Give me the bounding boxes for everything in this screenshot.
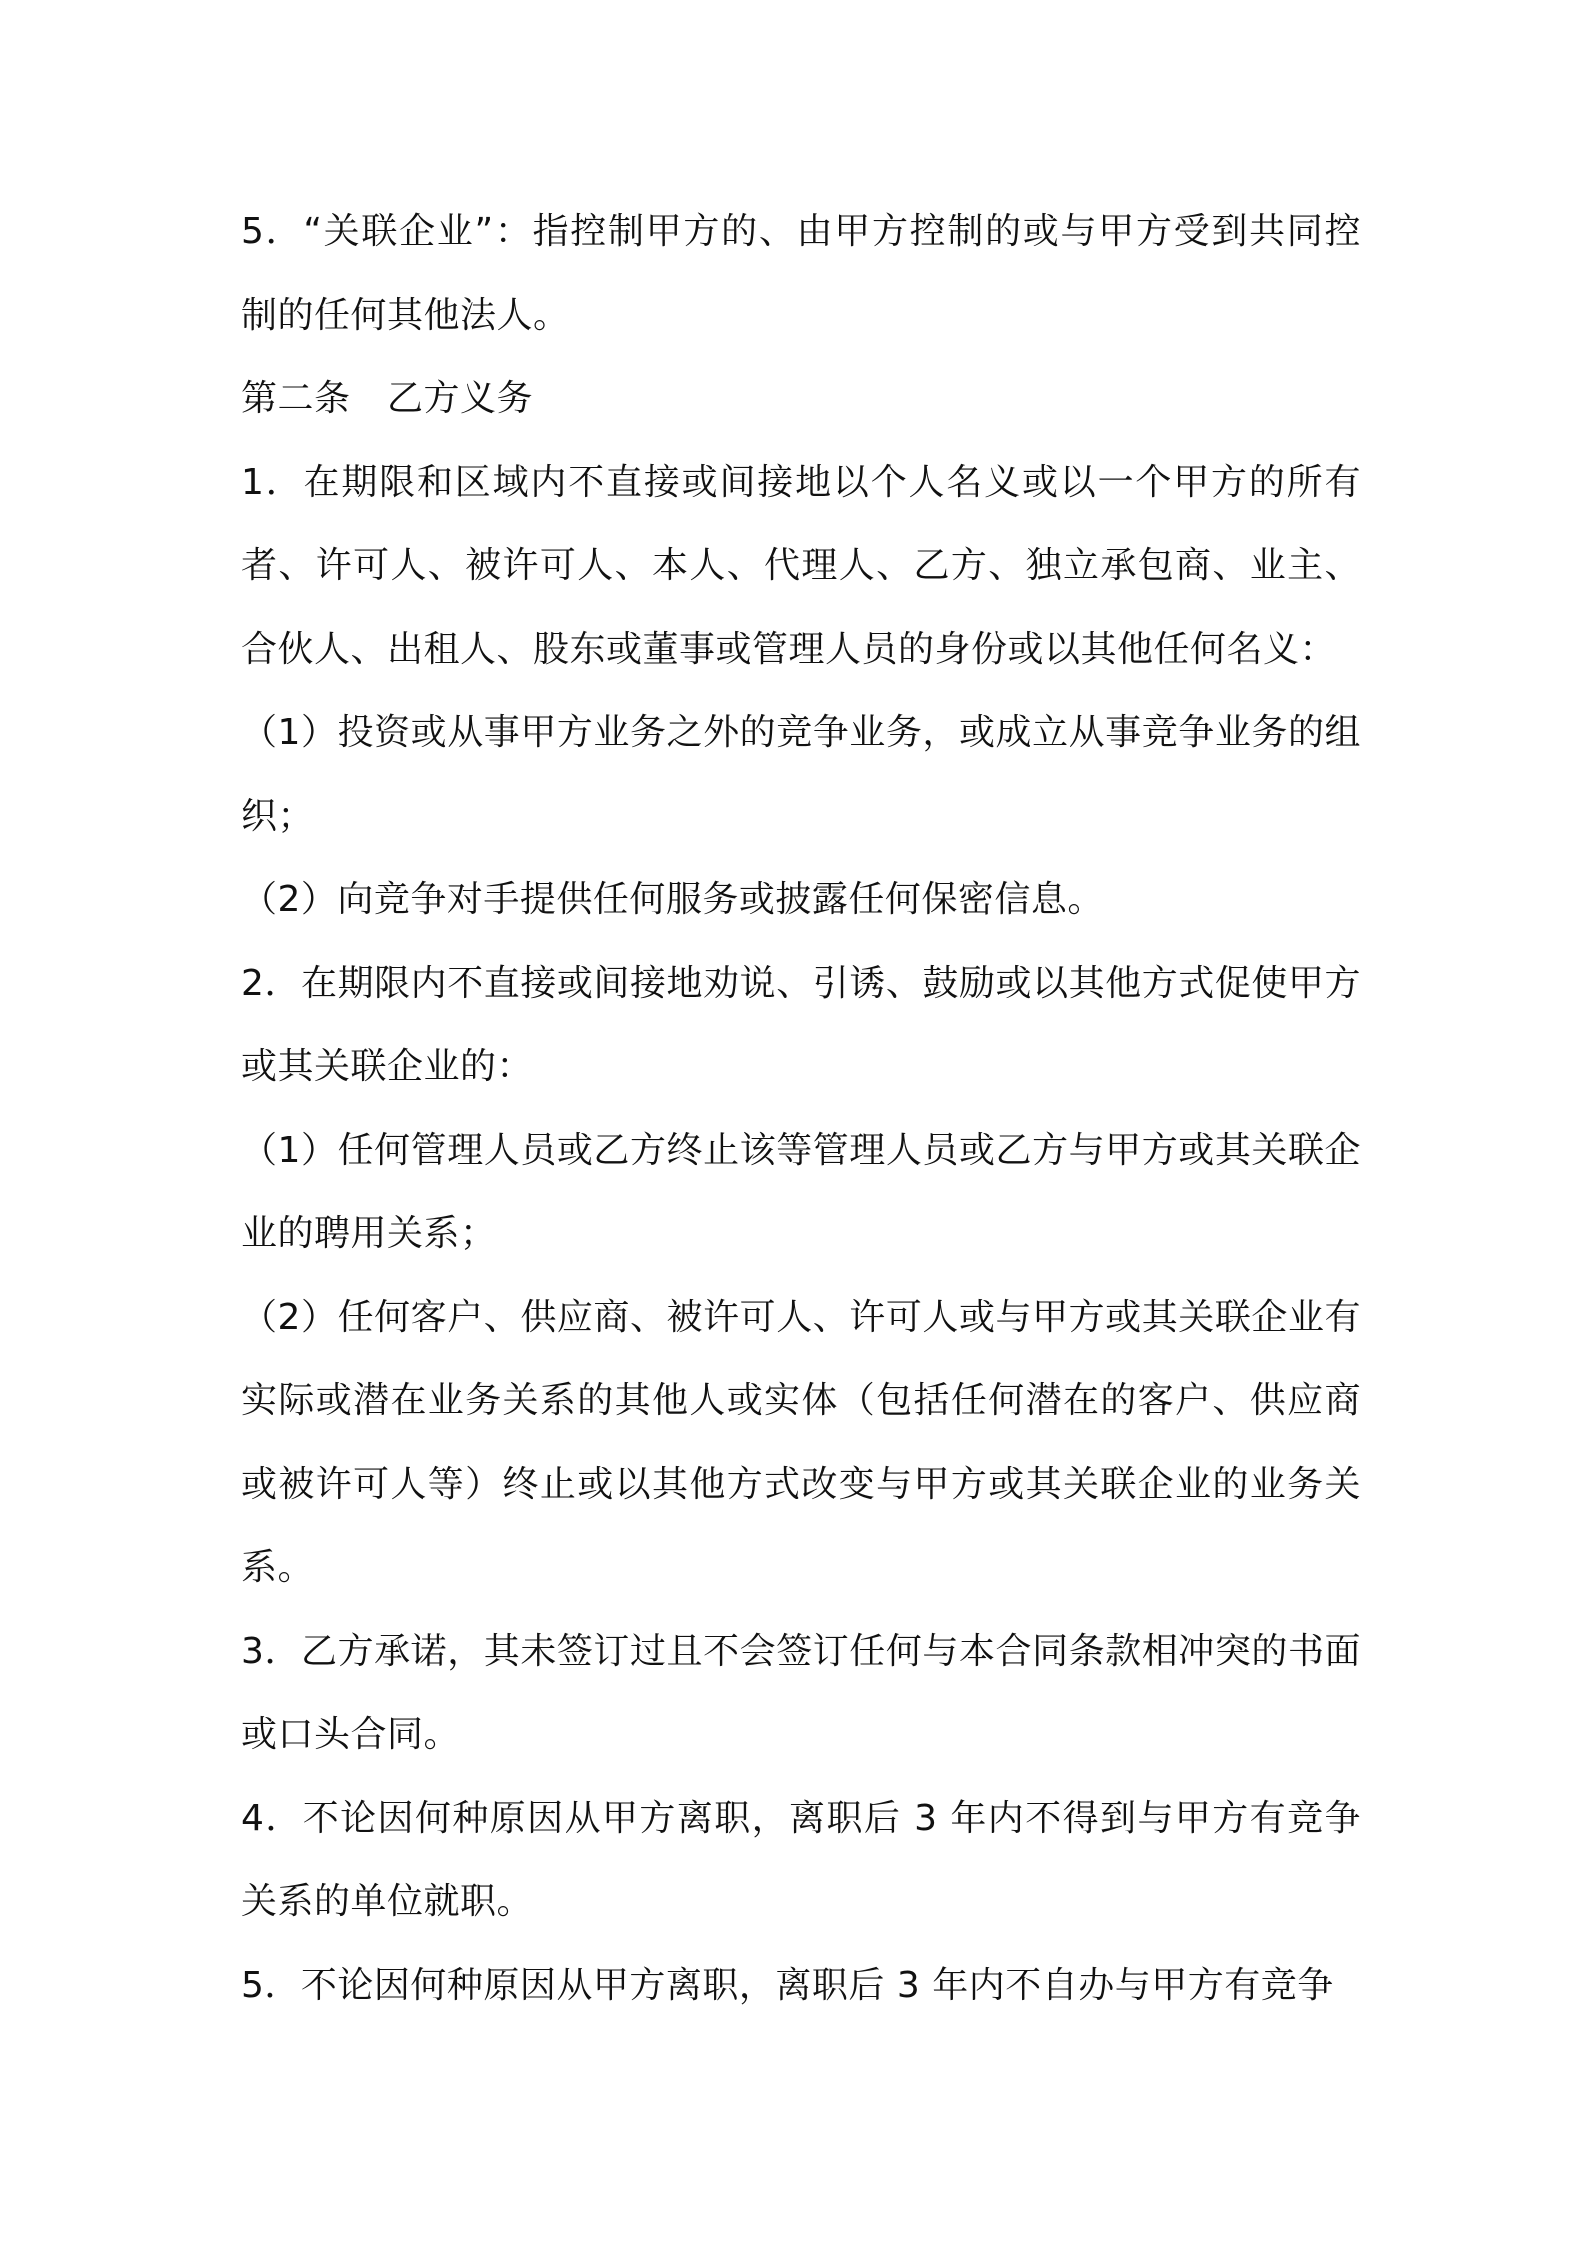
obligation-3-paragraph: 3．乙方承诺，其未签订过且不会签订任何与本合同条款相冲突的书面或口头合同。 — [241, 1630, 1361, 1755]
obligation-1-item-2: （2）向竞争对手提供任何服务或披露任何保密信息。 — [241, 879, 1104, 920]
article-2-heading: 第二条 乙方义务 — [241, 378, 534, 419]
obligation-5-paragraph: 5．不论因何种原因从甲方离职，离职后 3 年内不自办与甲方有竞争 — [241, 1964, 1334, 2006]
definition-affiliate-paragraph: 5．“关联企业”：指控制甲方的、由甲方控制的或与甲方受到共同控制的任何其他法人。 — [241, 211, 1361, 336]
obligation-2-item-2: （2）任何客户、供应商、被许可人、许可人或与甲方或其关联企业有实际或潜在业务关系的其他人或实体（包括任何潜在的客户、供应商或被许可人等）终止或以其他方式改变与甲方或其关联企业的业务关系。 — [241, 1296, 1361, 1588]
obligation-2-item-1: （1）任何管理人员或乙方终止该等管理人员或乙方与甲方或其关联企业的聘用关系； — [241, 1129, 1361, 1254]
obligation-1-paragraph: 1．在期限和区域内不直接或间接地以个人名义或以一个甲方的所有者、许可人、被许可人、本人、代理人、乙方、独立承包商、业主、合伙人、出租人、股东或董事或管理人员的身份或以其他任何名义： — [241, 461, 1361, 670]
obligation-1-item-1: （1）投资或从事甲方业务之外的竞争业务，或成立从事竞争业务的组织； — [241, 712, 1361, 837]
document-body — [241, 190, 1361, 2027]
obligation-4-paragraph: 4．不论因何种原因从甲方离职，离职后 3 年内不得到与甲方有竞争关系的单位就职。 — [241, 1797, 1361, 1922]
obligation-2-paragraph: 2．在期限内不直接或间接地劝说、引诱、鼓励或以其他方式促使甲方或其关联企业的： — [241, 962, 1361, 1087]
